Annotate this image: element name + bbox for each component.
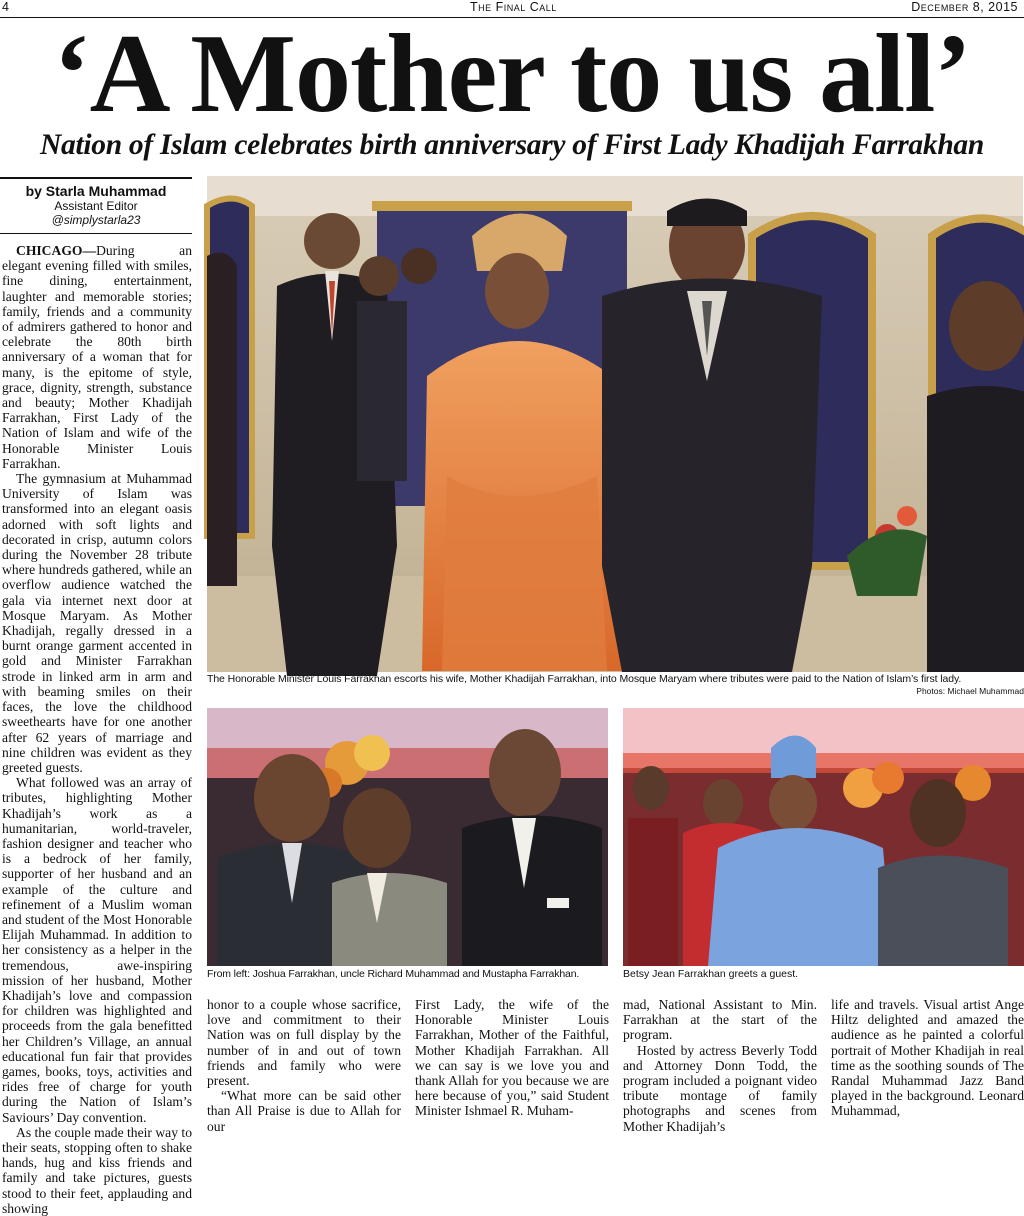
greeting-photo: [623, 708, 1024, 966]
author-name: by Starla Muhammad: [25, 183, 167, 199]
byline: [0, 177, 192, 234]
issue-date: December 8, 2015: [911, 0, 1018, 14]
page-number: 4: [2, 0, 9, 14]
paragraph: The gymnasium at Muhammad University of Islam was transformed into an elegant oasis adorned with soft lights and decorated in crisp, autumn colors during the November 28 tribute where hundreds gathered, while an overflow audience watched the gala via internet next door at Mosque Maryam. As Mother Khadijah, regally dressed in a burnt orange garment accented in gold and Minister Farrakhan strode in linked arm in arm and with beaming smiles on their faces, the love the childhood sweethearts have for one another after 62 years of marriage and nine children was evident as they greeted guests.: [2, 471, 192, 775]
paragraph: During an elegant evening filled with smiles, fine dining, entertainment, laughter and memorable stories; family, friends and a community of admirers gathered to honor and celebrate the 80th birth anniversary of a woman that for many, is the epitome of style, grace, dignity, strength, substance and beauty; Mother Khadijah Farrakhan, First Lady of the Nation of Islam and wife of the Honorable Minister Louis Farrakhan.: [2, 243, 192, 471]
author-title: Assistant Editor: [54, 199, 138, 213]
article-column-2: [207, 997, 401, 1134]
group-photo-caption: From left: Joshua Farrakhan, uncle Richard Muhammad and Mustapha Farrakhan.: [207, 968, 580, 980]
greeting-photo-caption: Betsy Jean Farrakhan greets a guest.: [623, 968, 799, 980]
paragraph: mad, National Assistant to Min. Farrakhan at the start of the program.: [623, 997, 817, 1043]
article-column-5: [831, 997, 1024, 1119]
greeting-photo-image: [623, 708, 1024, 966]
main-photo-image: [207, 176, 1023, 672]
paragraph: “What more can be said other than All Praise is due to Allah for our: [207, 1088, 401, 1134]
group-photo-image: [207, 708, 608, 966]
headline: ‘A Mother to us all’: [53, 12, 971, 136]
main-photo-caption: The Honorable Minister Louis Farrakhan escorts his wife, Mother Khadijah Farrakhan, into Mosque Maryam where tributes were paid to the Nation of Islam’s first lady.: [207, 673, 962, 685]
dateline: CHICAGO—: [16, 243, 97, 258]
main-photo: [207, 176, 1023, 672]
article-column-3: [415, 997, 609, 1119]
paragraph: What followed was an array of tributes, highlighting Mother Khadijah’s work as a humanitarian, world-traveler, fashion designer and teacher who is a bedrock of her family, supporter of her husband and an example of the culture and refinement of a Muslim woman and student of the Most Honorable Elijah Muhammad. In addition to her consistency as a helper in the tremendous, awe-inspiring mission of her husband, Mother Khadijah’s love and compassion for children was highlighted and proceeds from the gala benefitted her Children’s Village, an annual educational fun fair that provides games, books, toys, activities and rides free of charge for youth during the Nation of Islam’s Saviours’ Day convention.: [2, 775, 192, 1125]
article-column-1: [2, 243, 192, 1216]
paragraph: As the couple made their way to their seats, stopping often to shake hands, hug and kiss friends and family and take pictures, guests stood to their feet, applauding and showing: [2, 1124, 192, 1216]
author-handle: @simplystarla23: [51, 213, 141, 227]
photo-credit: Photos: Michael Muhammad: [916, 686, 1024, 696]
article-column-4: [623, 997, 817, 1134]
paragraph: life and travels. Visual artist Ange Hiltz delighted and amazed the audience as he painted a colorful portrait of Mother Khadijah in real time as the soothing sounds of The Randal Muhammad Jazz Band played in the background. Leonard Muhammad,: [831, 997, 1024, 1119]
group-photo: [207, 708, 608, 966]
subheadline: Nation of Islam celebrates birth anniversary of First Lady Khadijah Farrakhan: [40, 129, 984, 161]
paragraph: First Lady, the wife of the Honorable Minister Louis Farrakhan, Mother of the Faithful, Mother Khadijah Farrakhan. All we can say is we love you and thank Allah for you because we are here because of you,” said Student Minister Ishmael R. Muham-: [415, 997, 609, 1119]
paragraph: honor to a couple whose sacrifice, love and commitment to their Nation was on full display by the number of in and out of town friends and family who were present.: [207, 997, 401, 1089]
publication-name: The Final Call: [470, 0, 557, 14]
paragraph: Hosted by actress Beverly Todd and Attorney Donn Todd, the program included a poignant video tribute montage of family photographs and scenes from Mother Khadijah’s: [623, 1042, 817, 1134]
